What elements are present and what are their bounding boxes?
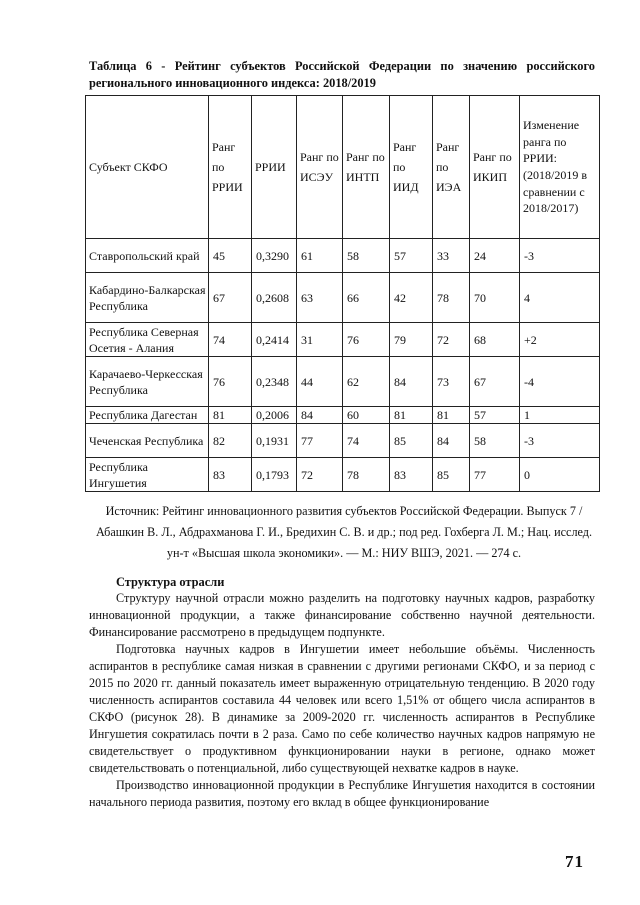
- table-row: [86, 239, 600, 273]
- header-subject: Субъект СКФО: [86, 96, 209, 239]
- table-cell: 74: [209, 323, 252, 357]
- table-cell: 73: [433, 357, 470, 407]
- table-caption-line-1: Таблица 6 - Рейтинг субъектов Российской Федерации по значению российского: [89, 59, 595, 73]
- table-cell: 67: [470, 357, 520, 407]
- table-cell: 24: [470, 239, 520, 273]
- table-cell: 42: [390, 273, 433, 323]
- table-cell: 70: [470, 273, 520, 323]
- table-cell: 72: [433, 323, 470, 357]
- table-cell: 81: [433, 407, 470, 424]
- table-header-row: [86, 96, 600, 239]
- table-row: [86, 273, 600, 323]
- header-rank-intp: Ранг по ИНТП: [343, 96, 390, 239]
- table-cell: 0,3290: [252, 239, 297, 273]
- header-rank-iid: Ранг по ИИД: [390, 96, 433, 239]
- table-cell: 76: [343, 323, 390, 357]
- body-text: [89, 590, 595, 811]
- table-cell-subject: Республика Северная Осетия - Алания: [86, 323, 209, 357]
- table-cell: 81: [209, 407, 252, 424]
- table-cell: 83: [390, 458, 433, 492]
- header-rrii: РРИИ: [252, 96, 297, 239]
- table-cell: 0,2608: [252, 273, 297, 323]
- table-cell: +2: [520, 323, 600, 357]
- table-cell: 60: [343, 407, 390, 424]
- table-cell: 84: [297, 407, 343, 424]
- table-cell-subject: Чеченская Республика: [86, 424, 209, 458]
- paragraph-2: Подготовка научных кадров в Ингушетии имеет небольшие объёмы. Численность аспирантов в республике самая низкая в сравнении с другими регионами СКФО, и за период с 2015 по 2020 гг. данный показатель имеет выраженную отрицательную тенденцию. В 2020 году численность аспирантов составила 44 человек или всего 1,51% от общего числа аспирантов в СКФО (рисунок 28). В динамике за 2009-2020 гг. численность аспирантов в Республике Ингушетия сократилась почти в 2 раза. Само по себе количество научных кадров напрямую не свидетельствует о продуктивном функционировании науки в регионе, однако может свидетельствовать о потенциальной, либо существующей нехватке кадров в науке.: [89, 642, 595, 775]
- table-cell: 62: [343, 357, 390, 407]
- table-cell: 66: [343, 273, 390, 323]
- table-cell-subject: Карачаево-Черкесская Республика: [86, 357, 209, 407]
- table-cell: 68: [470, 323, 520, 357]
- table-cell: 83: [209, 458, 252, 492]
- table-cell: 72: [297, 458, 343, 492]
- table-cell-subject: Кабардино-Балкарская Республика: [86, 273, 209, 323]
- table-cell: -4: [520, 357, 600, 407]
- table-cell: 4: [520, 273, 600, 323]
- rating-table: [85, 95, 600, 492]
- table-cell: 85: [433, 458, 470, 492]
- table-cell: 74: [343, 424, 390, 458]
- table-cell-subject: Республика Ингушетия: [86, 458, 209, 492]
- table-row: [86, 424, 600, 458]
- table-cell: 0: [520, 458, 600, 492]
- table-caption: [89, 58, 595, 92]
- header-rank-iea: Ранг по ИЭА: [433, 96, 470, 239]
- table-cell: 0,2414: [252, 323, 297, 357]
- table-cell: 57: [390, 239, 433, 273]
- header-rank-rrii: Ранг по РРИИ: [209, 96, 252, 239]
- table-cell: 61: [297, 239, 343, 273]
- table-cell-subject: Ставропольский край: [86, 239, 209, 273]
- table-cell: 31: [297, 323, 343, 357]
- table-row: [86, 407, 600, 424]
- table-cell: 77: [470, 458, 520, 492]
- page-number: 71: [565, 852, 584, 871]
- table-cell: 0,2348: [252, 357, 297, 407]
- table-cell: 63: [297, 273, 343, 323]
- table-cell: 58: [470, 424, 520, 458]
- table-cell: 0,1793: [252, 458, 297, 492]
- table-caption-line-2: регионального инновационного индекса: 2018/2019: [89, 76, 376, 90]
- table-cell: 45: [209, 239, 252, 273]
- table-cell: 78: [433, 273, 470, 323]
- source-note: Источник: Рейтинг инновационного развития субъектов Российской Федерации. Выпуск 7 / Абашкин В. Л., Абдрахманова Г. И., Бредихин С. В. и др.; под ред. Гохберга Л. М.; Нац. исслед. ун-т «Высшая школа экономики». — М.: НИУ ВШЭ, 2021. — 274 с.: [95, 504, 593, 560]
- table-cell: 76: [209, 357, 252, 407]
- section-title: Структура отрасли: [116, 575, 225, 589]
- table-cell: 0,1931: [252, 424, 297, 458]
- table-cell: 78: [343, 458, 390, 492]
- table-cell: 67: [209, 273, 252, 323]
- table-cell-subject: Республика Дагестан: [86, 407, 209, 424]
- header-rank-iseu: Ранг по ИСЭУ: [297, 96, 343, 239]
- table-cell: 82: [209, 424, 252, 458]
- paragraph-1: Структуру научной отрасли можно разделить на подготовку научных кадров, разработку инновационной продукции, а также финансирование собственно научной деятельности. Финансирование рассмотрено в предыдущем подпункте.: [89, 591, 595, 639]
- paragraph-3: Производство инновационной продукции в Республике Ингушетия находится в состоянии начального периода развития, поэтому его вклад в общее функционирование: [89, 778, 595, 809]
- table-cell: 77: [297, 424, 343, 458]
- table-row: [86, 323, 600, 357]
- table-cell: -3: [520, 424, 600, 458]
- table-cell: 84: [433, 424, 470, 458]
- table-cell: 84: [390, 357, 433, 407]
- table-cell: 81: [390, 407, 433, 424]
- table-cell: 1: [520, 407, 600, 424]
- table-cell: 57: [470, 407, 520, 424]
- table-cell: 44: [297, 357, 343, 407]
- table-cell: 85: [390, 424, 433, 458]
- table-cell: 79: [390, 323, 433, 357]
- table-row: [86, 458, 600, 492]
- table-cell: 58: [343, 239, 390, 273]
- table-cell: -3: [520, 239, 600, 273]
- header-rank-change: Изменение ранга по РРИИ: (2018/2019 в сравнении с 2018/2017): [520, 96, 600, 239]
- table-cell: 0,2006: [252, 407, 297, 424]
- table-row: [86, 357, 600, 407]
- table-cell: 33: [433, 239, 470, 273]
- header-rank-ikip: Ранг по ИКИП: [470, 96, 520, 239]
